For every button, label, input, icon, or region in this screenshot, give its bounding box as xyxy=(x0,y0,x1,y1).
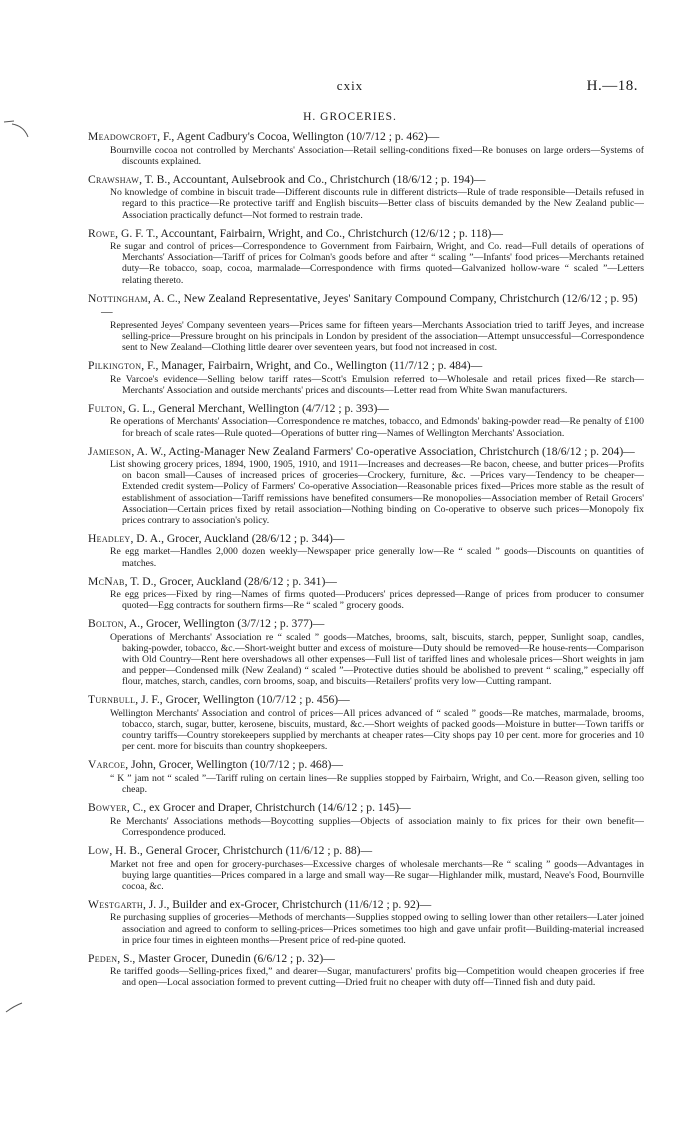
witness-heading xyxy=(88,898,644,912)
witness-details: , T. B., Accountant, Aulsebrook and Co., Christchurch (18/6/12 ; p. 194)— xyxy=(139,172,486,186)
witness-name: Rowe xyxy=(88,226,116,240)
witness-entry xyxy=(88,130,644,167)
section-title: H. GROCERIES. xyxy=(303,111,397,123)
witness-name: Pilkington xyxy=(88,359,142,373)
evidence-summary: Re Merchants' Associations methods—Boycotting supplies—Objects of association mainly to fix prices for their own benefit—Correspondence produced. xyxy=(110,815,644,838)
witness-heading xyxy=(88,445,644,459)
witness-heading xyxy=(88,844,644,858)
witness-heading xyxy=(88,758,644,772)
witness-entry xyxy=(88,617,644,687)
evidence-summary: Re purchasing supplies of groceries—Methods of merchants—Supplies stopped owing to selling lower than other retailers—Later joined association and agreed to conform to selling-prices—Prices sometimes too high and gave unfair profit—Building-material increased in price four times in eighteen months—Present price of red-pine quoted. xyxy=(110,912,644,946)
witness-heading xyxy=(88,292,644,319)
witness-entry xyxy=(88,173,644,221)
witness-entry xyxy=(88,227,644,286)
evidence-summary: No knowledge of combine in biscuit trade—Different discounts rule in different districts—Rule of trade responsible—Details refused in regard to this practice—Re protective tariff and English biscuits—Better class of biscuits demanded by the New Zealand public—Association practically defunct—Not formed to restrain trade. xyxy=(110,187,644,221)
witness-heading xyxy=(88,130,644,144)
witness-name: Bolton xyxy=(88,617,124,631)
evidence-summary: Re sugar and control of prices—Correspondence to Government from Fairbairn, Wright, and Co. read—Full details of operations of Merchants' Association—Tariff of prices for Colman's goods before and after “ scaling ”—Infants' food prices—Merchants retained duty—Re tobacco, soap, cocoa, marmalade—Correspondence with firms quoted—Galvanized hollow-ware “ scaled ”—Letters relating thereto. xyxy=(110,241,644,286)
page-header xyxy=(0,78,700,98)
witness-name: McNab xyxy=(88,574,125,588)
entry-list xyxy=(88,130,644,995)
witness-heading xyxy=(88,575,644,589)
evidence-summary: Market not free and open for grocery-purchases—Excessive charges of wholesale merchants—Re “ scaling ” goods—Advantages in buying large quantities—Prices compared in a large and small way—Re sugar—Highlander milk, mustard, Neave's Food, Bournville cocoa, &c. xyxy=(110,858,644,892)
witness-heading xyxy=(88,801,644,815)
evidence-summary: Operations of Merchants' Association re “ scaled ” goods—Matches, brooms, salt, biscuits, starch, pepper, Sunlight soap, candles, baking-powder, tobacco, &c.—Short-weight butter and excess of moisture—Duty should be removed—Re house-rents—Comparison with Old Country—Rent here overshadows all other expenses—Full list of tariffed lines and wholesale prices—Short weights in jam and pepper—Condensed milk (New Zealand) “ scaled ”—Protective duties should be abolished to prevent “ scaling,” especially off flour, matches, starch, candles, corn brooms, soap, and biscuits—Retailers' profits very low—Cutting rampant. xyxy=(110,631,644,688)
witness-details: , S., Master Grocer, Dunedin (6/6/12 ; p. 32)— xyxy=(117,951,335,965)
witness-entry xyxy=(88,844,644,892)
witness-name: Jamieson xyxy=(88,444,132,458)
witness-entry xyxy=(88,292,644,353)
document-reference: H.—18. xyxy=(586,78,638,94)
witness-details: , C., ex Grocer and Draper, Christchurch (14/6/12 ; p. 145)— xyxy=(126,801,411,815)
evidence-summary: Represented Jeyes' Company seventeen years—Prices same for fifteen years—Merchants Association tried to tariff Jeyes, and increase selling-price—Pressure brought on his principals in London by president of the association—Attempt unsuccessful—Correspondence sent to New Zealand—Clothing little dearer over seventeen years, but food not increased in cost. xyxy=(110,319,644,353)
witness-details: , H. B., General Grocer, Christchurch (11/6/12 ; p. 88)— xyxy=(109,843,373,857)
evidence-summary: Re tariffed goods—Selling-prices fixed,” and dearer—Sugar, manufacturers' profits big—Competition would cheapen groceries if free and open—Local association formed to prevent cutting—Dried fruit no cheaper with duty off—Tinned fish and duty paid. xyxy=(110,966,644,989)
witness-name: Fulton xyxy=(88,401,123,415)
witness-heading xyxy=(88,173,644,187)
witness-heading xyxy=(88,532,644,546)
witness-entry xyxy=(88,801,644,838)
witness-entry xyxy=(88,359,644,396)
witness-name: Turnbull xyxy=(88,693,136,707)
witness-heading xyxy=(88,359,644,373)
witness-name: Westgarth xyxy=(88,897,143,911)
witness-heading xyxy=(88,617,644,631)
page-number: cxix xyxy=(336,78,364,93)
evidence-summary: Re egg prices—Fixed by ring—Names of firms quoted—Producers' prices depressed—Range of prices from producer to consumer quoted—Egg contracts for southern firms—Re “ scaled ” grocery goods. xyxy=(110,589,644,612)
witness-entry xyxy=(88,532,644,569)
witness-details: , F., Agent Cadbury's Cocoa, Wellington (10/7/12 ; p. 462)— xyxy=(157,130,440,143)
evidence-summary: Wellington Merchants' Association and control of prices—All prices advanced of “ scaled ” goods—Re matches, marmalade, brooms, tobacco, starch, sugar, butter, kerosene, biscuits, mustard, &c.—Short weights of packed goods—Moisture in butter—Town tariffs or country tariffs—Country storekeepers supplied by merchants at cheaper rates—City shops pay 10 per cent. more for groceries and 10 per cent. more for biscuits than country shopkeepers. xyxy=(110,708,644,753)
evidence-summary: Re operations of Merchants' Association—Correspondence re matches, tobacco, and Edmonds' baking-powder read—Re penalty of £100 for breach of scale rates—Rule quoted—Operations of butter ring—Names of Wellington Merchants' Association. xyxy=(110,416,644,439)
witness-details: , G. F. T., Accountant, Fairbairn, Wright, and Co., Christchurch (12/6/12 ; p. 118)— xyxy=(115,226,503,240)
witness-details: , T. D., Grocer, Auckland (28/6/12 ; p. 341)— xyxy=(124,574,337,588)
witness-name: Varcoe xyxy=(88,758,126,772)
witness-details: , G. L., General Merchant, Wellington (4/7/12 ; p. 393)— xyxy=(122,401,389,415)
witness-name: Nottingham xyxy=(88,291,148,305)
evidence-summary: Bournville cocoa not controlled by Merchants' Association—Retail selling-conditions fixed—Re bonuses on large orders—Systems of discounts explained. xyxy=(110,144,644,167)
witness-heading xyxy=(88,952,644,966)
witness-name: Crawshaw xyxy=(88,172,140,186)
evidence-summary: “ K ” jam not “ scaled ”—Tariff ruling on certain lines—Re supplies stopped by Fairbairn, Wright, and Co.—Reason given, selling too cheap. xyxy=(110,773,644,796)
witness-heading xyxy=(88,693,644,707)
evidence-summary: Re egg market—Handles 2,000 dozen weekly—Newspaper price generally low—Re “ scaled ” goods—Discounts on quantities of matches. xyxy=(110,546,644,569)
witness-name: Peden xyxy=(88,951,118,965)
witness-details: , A. C., New Zealand Representative, Jeyes' Sanitary Compound Company, Christchurch (12/6/12 ; p. 95)— xyxy=(101,291,638,319)
witness-details: , J. J., Builder and ex-Grocer, Christchurch (11/6/12 ; p. 92)— xyxy=(142,897,432,911)
witness-entry xyxy=(88,575,644,612)
witness-name: Headley xyxy=(88,531,131,545)
witness-name: Meadowcroft xyxy=(88,130,158,143)
witness-details: , J. F., Grocer, Wellington (10/7/12 ; p. 456)— xyxy=(135,693,350,707)
witness-heading xyxy=(88,402,644,416)
witness-entry xyxy=(88,445,644,526)
witness-entry xyxy=(88,693,644,752)
witness-details: , D. A., Grocer, Auckland (28/6/12 ; p. 344)— xyxy=(130,531,345,545)
witness-entry xyxy=(88,758,644,795)
witness-entry xyxy=(88,898,644,946)
witness-details: , John, Grocer, Wellington (10/7/12 ; p. 468)— xyxy=(125,758,343,772)
witness-entry xyxy=(88,952,644,989)
margin-mark xyxy=(4,1000,24,1016)
witness-name: Bowyer xyxy=(88,801,127,815)
evidence-summary: List showing grocery prices, 1894, 1900, 1905, 1910, and 1911—Increases and decreases—Re bacon, cheese, and butter prices—Profits on bacon small—Causes of increased prices of groceries—Crockery, furniture, &c. —Prices vary—Tendency to be cheaper—Extended credit system—Policy of Farmers' Co-operative Association—Reasonable prices fixed—Prices more stable as the result of establishment of association—Tariff remissions have benefited consumers—Re monopolies—Association member of Retail Grocers' Association—Certain prices fixed by retail association—Nothing binding on Co-operative to observe such prices—Monopoly fix prices contrary to association's policy. xyxy=(110,459,644,526)
witness-entry xyxy=(88,402,644,439)
witness-details: , A., Grocer, Wellington (3/7/12 ; p. 377)— xyxy=(123,617,325,631)
witness-details: , F., Manager, Fairbairn, Wright, and Co., Wellington (11/7/12 ; p. 484)— xyxy=(141,359,483,373)
witness-details: , A. W., Acting-Manager New Zealand Farmers' Co-operative Association, Christchurch (18/6/12 ; p. 204)— xyxy=(131,444,635,458)
evidence-summary: Re Varcoe's evidence—Selling below tariff rates—Scott's Emulsion referred to—Wholesale and retail prices fixed—Re starch—Merchants' Association and outside merchants' prices and discounts—Letter read from White Swan manufacturers. xyxy=(110,373,644,396)
witness-name: Low xyxy=(88,843,110,857)
witness-heading xyxy=(88,227,644,241)
margin-mark xyxy=(2,118,32,140)
